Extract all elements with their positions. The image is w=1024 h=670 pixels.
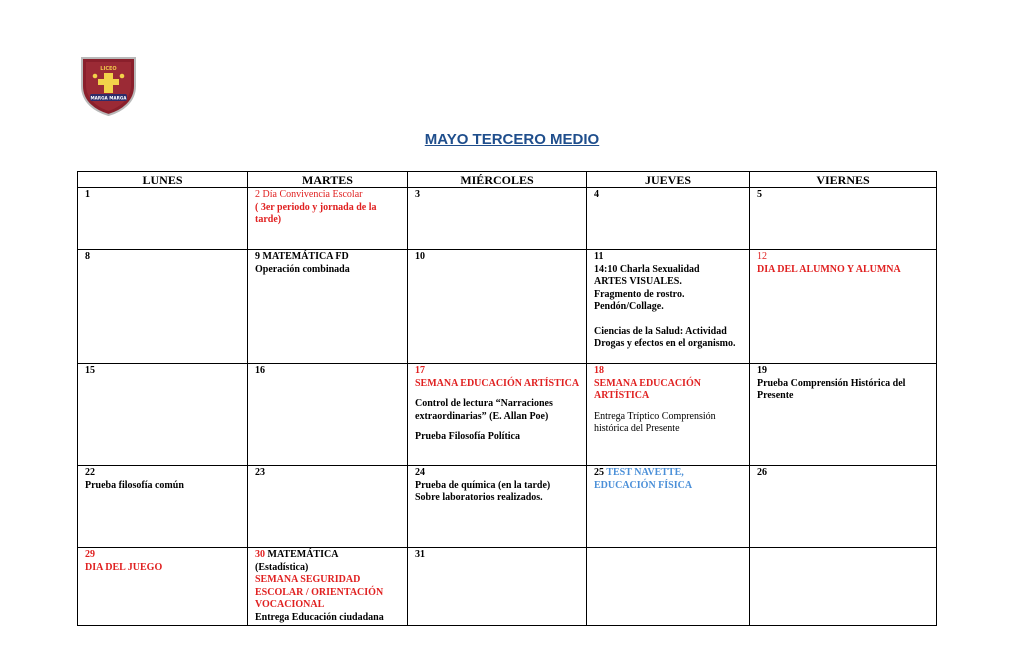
day-number: 1	[85, 189, 90, 200]
day-number: 22	[85, 467, 95, 478]
cell-may-17	[408, 364, 587, 466]
week-row-1	[78, 188, 937, 250]
cell-may-24	[408, 466, 587, 548]
event-convivencia-escolar: 2 Día Convivencia Escolar	[255, 189, 363, 200]
cell-may-18	[587, 364, 750, 466]
cell-may-31	[408, 548, 587, 626]
day-number: 17	[415, 365, 425, 376]
day-number: 23	[255, 467, 265, 478]
day-number: 15	[85, 365, 95, 376]
event-detail: Sobre laboratorios realizados.	[415, 492, 543, 503]
event-semana-seguridad: SEMANA SEGURIDAD ESCOLAR / ORIENTACIÓN VOCACIONAL	[255, 574, 384, 610]
event-prueba-filosofia: Prueba Filosofía Política	[415, 431, 520, 442]
event-test-navette: TEST NAVETTE, EDUCACIÓN FÍSICA	[594, 467, 693, 491]
cell-may-11	[587, 250, 750, 364]
cell-empty	[750, 548, 937, 626]
header-tuesday: MARTES	[248, 172, 408, 188]
weekday-header-row	[78, 172, 937, 188]
cell-may-8	[78, 250, 248, 364]
event-matematica-fd: 9 MATEMÁTICA FD	[255, 251, 349, 262]
event-charla: 14:10 Charla Sexualidad	[594, 263, 700, 275]
event-prueba-filosofia-comun: Prueba filosofía común	[85, 479, 184, 491]
event-semana-artistica: SEMANA EDUCACIÓN ARTÍSTICA	[594, 377, 701, 401]
day-number: 31	[415, 549, 425, 560]
header-thursday: JUEVES	[587, 172, 750, 188]
day-number: 12	[757, 251, 767, 262]
cell-may-5	[750, 188, 937, 250]
school-crest-logo	[80, 56, 137, 116]
cell-may-22	[78, 466, 248, 548]
event-detail: Operación combinada	[255, 263, 350, 275]
event-prueba-quimica: Prueba de química (en la tarde)	[415, 479, 551, 491]
cell-may-30	[248, 548, 408, 626]
event-entrega-ciudadana: Entrega Educación ciudadana	[255, 611, 384, 623]
day-number: 29	[85, 549, 95, 560]
cell-may-10	[408, 250, 587, 364]
day-number: 8	[85, 251, 90, 262]
week-row-5	[78, 548, 937, 626]
day-number: 4	[594, 189, 599, 200]
cell-may-2	[248, 188, 408, 250]
cell-may-23	[248, 466, 408, 548]
cell-may-9	[248, 250, 408, 364]
event-detail: Fragmento de rostro.	[594, 288, 685, 300]
day-number: 18	[594, 365, 604, 376]
cell-may-15	[78, 364, 248, 466]
event-dia-alumno: DIA DEL ALUMNO Y ALUMNA	[757, 263, 901, 275]
event-semana-artistica: SEMANA EDUCACIÓN ARTÍSTICA	[415, 377, 580, 389]
header-monday: LUNES	[78, 172, 248, 188]
event-prueba-historia: Prueba Comprensión Histórica del Presente	[757, 377, 906, 401]
day-number: 30	[255, 549, 265, 560]
cell-empty	[587, 548, 750, 626]
header-wednesday: MIÉRCOLES	[408, 172, 587, 188]
cell-may-16	[248, 364, 408, 466]
cell-may-3	[408, 188, 587, 250]
event-ciencias-salud: Ciencias de la Salud: Actividad Drogas y efectos en el organismo.	[594, 325, 736, 349]
cell-may-19	[750, 364, 937, 466]
event-matematica: MATEMÁTICA	[267, 549, 339, 560]
day-number: 19	[757, 365, 767, 376]
event-convivencia-detail: ( 3er periodo y jornada de la tarde)	[255, 201, 377, 225]
cell-may-4	[587, 188, 750, 250]
event-control-lectura: Control de lectura “Narraciones extraordinarias” (E. Allan Poe)	[415, 398, 553, 422]
day-number: 25	[594, 467, 604, 478]
event-dia-juego: DIA DEL JUEGO	[85, 561, 163, 573]
page-title: MAYO TERCERO MEDIO	[424, 131, 600, 148]
logo-text-top: LICEO	[100, 66, 117, 72]
day-number: 10	[415, 251, 425, 262]
event-detail: (Estadística)	[255, 561, 309, 573]
cell-may-25	[587, 466, 750, 548]
event-artes-visuales: ARTES VISUALES.	[594, 276, 682, 287]
day-number: 11	[594, 251, 604, 262]
event-detail: Pendón/Collage.	[594, 301, 664, 312]
day-number: 5	[757, 189, 762, 200]
logo-text-banner: MARGA MARGA	[90, 95, 127, 101]
cell-may-26	[750, 466, 937, 548]
day-number: 3	[415, 189, 420, 200]
event-entrega-triptico: Entrega Tríptico Comprensión histórica del Presente	[594, 410, 716, 434]
header-friday: VIERNES	[750, 172, 937, 188]
day-number: 26	[757, 467, 767, 478]
cell-may-1	[78, 188, 248, 250]
cell-may-12	[750, 250, 937, 364]
cell-may-29	[78, 548, 248, 626]
week-row-2	[78, 250, 937, 364]
day-number: 24	[415, 467, 425, 478]
calendar-table	[77, 171, 937, 626]
week-row-3	[78, 364, 937, 466]
week-row-4	[78, 466, 937, 548]
day-number: 16	[255, 365, 265, 376]
